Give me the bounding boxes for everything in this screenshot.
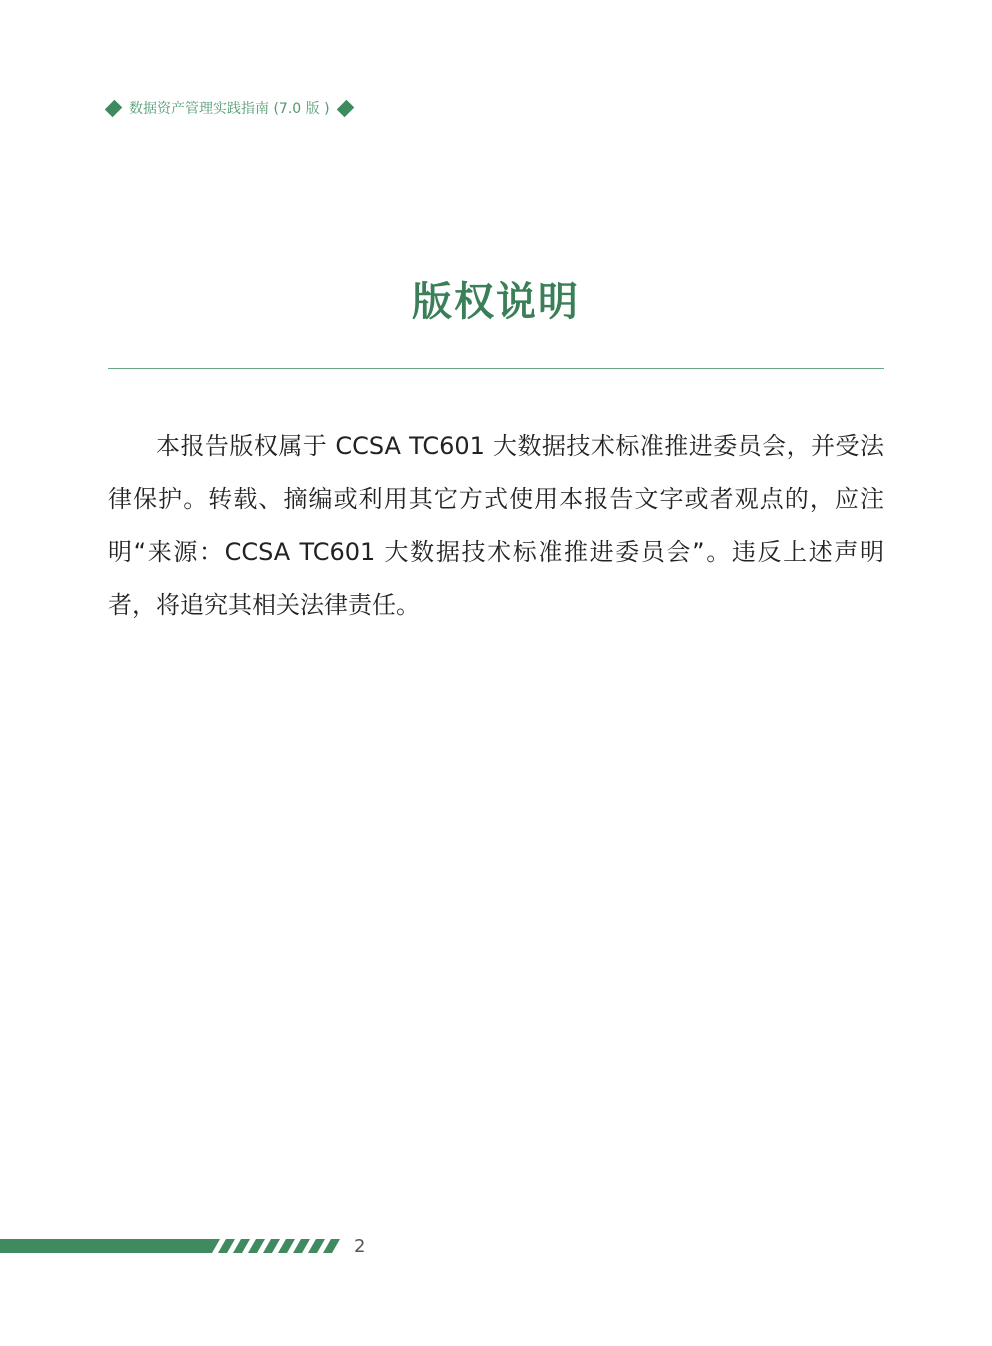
stripe-bar-icon [0, 1238, 380, 1254]
document-title: 数据资产管理实践指南 (7.0 版 ) [129, 101, 330, 117]
copyright-paragraph: 本报告版权属于 CCSA TC601 大数据技术标准推进委员会，并受法律保护。转载、摘编或利用其它方式使用本报告文字或者观点的，应注明“来源：CCSA TC601 大数据技术标准推进委员会”。违反上述声明者，将追究其相关法律责任。 [108, 432, 884, 619]
footer-decoration [0, 1238, 380, 1254]
running-header [102, 97, 357, 119]
title-divider [108, 368, 884, 369]
diamond-icon [336, 99, 354, 117]
page-title: 版权说明 [412, 279, 580, 325]
page-number: 2 [354, 1236, 366, 1257]
diamond-icon [105, 99, 123, 117]
